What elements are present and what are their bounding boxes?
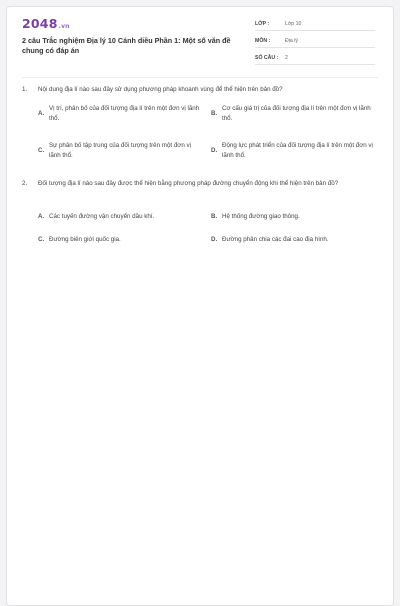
- option-text: Vị trí, phân bố của đối tượng địa lí trên một đơn vị lãnh thổ.: [49, 105, 200, 122]
- option-1c[interactable]: [38, 141, 202, 160]
- option-letter: A.: [38, 213, 45, 220]
- logo-main: 2048: [22, 16, 58, 31]
- option-2b[interactable]: [211, 212, 377, 222]
- option-letter: B.: [211, 213, 218, 220]
- meta-value: Lớp 10: [285, 20, 302, 27]
- option-1b[interactable]: [211, 104, 377, 123]
- option-text: Động lực phát triển của đối tượng địa lí trên một đơn vị lãnh thổ.: [222, 142, 373, 159]
- option-text: Đường biên giới quốc gia.: [49, 236, 121, 243]
- question-1: [22, 85, 382, 94]
- option-1d[interactable]: [211, 141, 377, 160]
- meta-value: Địa lý: [285, 37, 298, 44]
- option-letter: A.: [38, 109, 45, 117]
- option-text: Hệ thống đường giao thông.: [222, 213, 300, 220]
- option-2c[interactable]: [38, 235, 202, 245]
- option-2a[interactable]: [38, 212, 202, 222]
- site-logo[interactable]: [22, 16, 70, 31]
- meta-info: [255, 17, 375, 68]
- option-text: Các tuyến đường vận chuyển dầu khí.: [49, 213, 155, 220]
- meta-row-subject: [255, 34, 375, 48]
- logo-suffix: .vn: [58, 23, 70, 30]
- meta-value: 2: [285, 54, 288, 61]
- option-1a[interactable]: [38, 104, 202, 123]
- document-sheet: [6, 6, 394, 606]
- meta-label: SỐ CÂU :: [255, 54, 279, 61]
- header-divider: [22, 77, 378, 78]
- question-2: [22, 179, 382, 188]
- question-number: 1.: [22, 86, 28, 93]
- option-text: Cơ cấu giá trị của đối tượng địa lí trên một đơn vị lãnh thổ.: [222, 105, 371, 122]
- meta-row-count: [255, 51, 375, 65]
- option-letter: D.: [211, 236, 218, 243]
- option-letter: D.: [211, 146, 218, 154]
- option-text: Đường phân chia các đai cao địa hình.: [222, 236, 329, 243]
- option-letter: C.: [38, 146, 45, 154]
- meta-row-class: [255, 17, 375, 31]
- meta-label: MÔN :: [255, 37, 271, 44]
- question-text: Đối tượng địa lí nào sau đây được thể hiện bằng phương pháp đường chuyển động khi thể hiện trên bản đồ?: [38, 180, 339, 187]
- option-letter: B.: [211, 109, 218, 117]
- option-letter: C.: [38, 236, 45, 243]
- document-title: 2 câu Trắc nghiệm Địa lý 10 Cánh diều Phần 1: Một số văn đề chung có đáp án: [22, 36, 231, 55]
- meta-label: LỚP :: [255, 20, 270, 27]
- option-2d[interactable]: [211, 235, 377, 245]
- option-text: Sự phân bố tập trung của đối tượng trên một đơn vị lãnh thổ.: [49, 142, 191, 159]
- question-text: Nội dung địa lí nào sau đây sử dụng phương pháp khoanh vùng để thể hiện trên bản đồ?: [38, 86, 283, 93]
- question-number: 2.: [22, 180, 28, 187]
